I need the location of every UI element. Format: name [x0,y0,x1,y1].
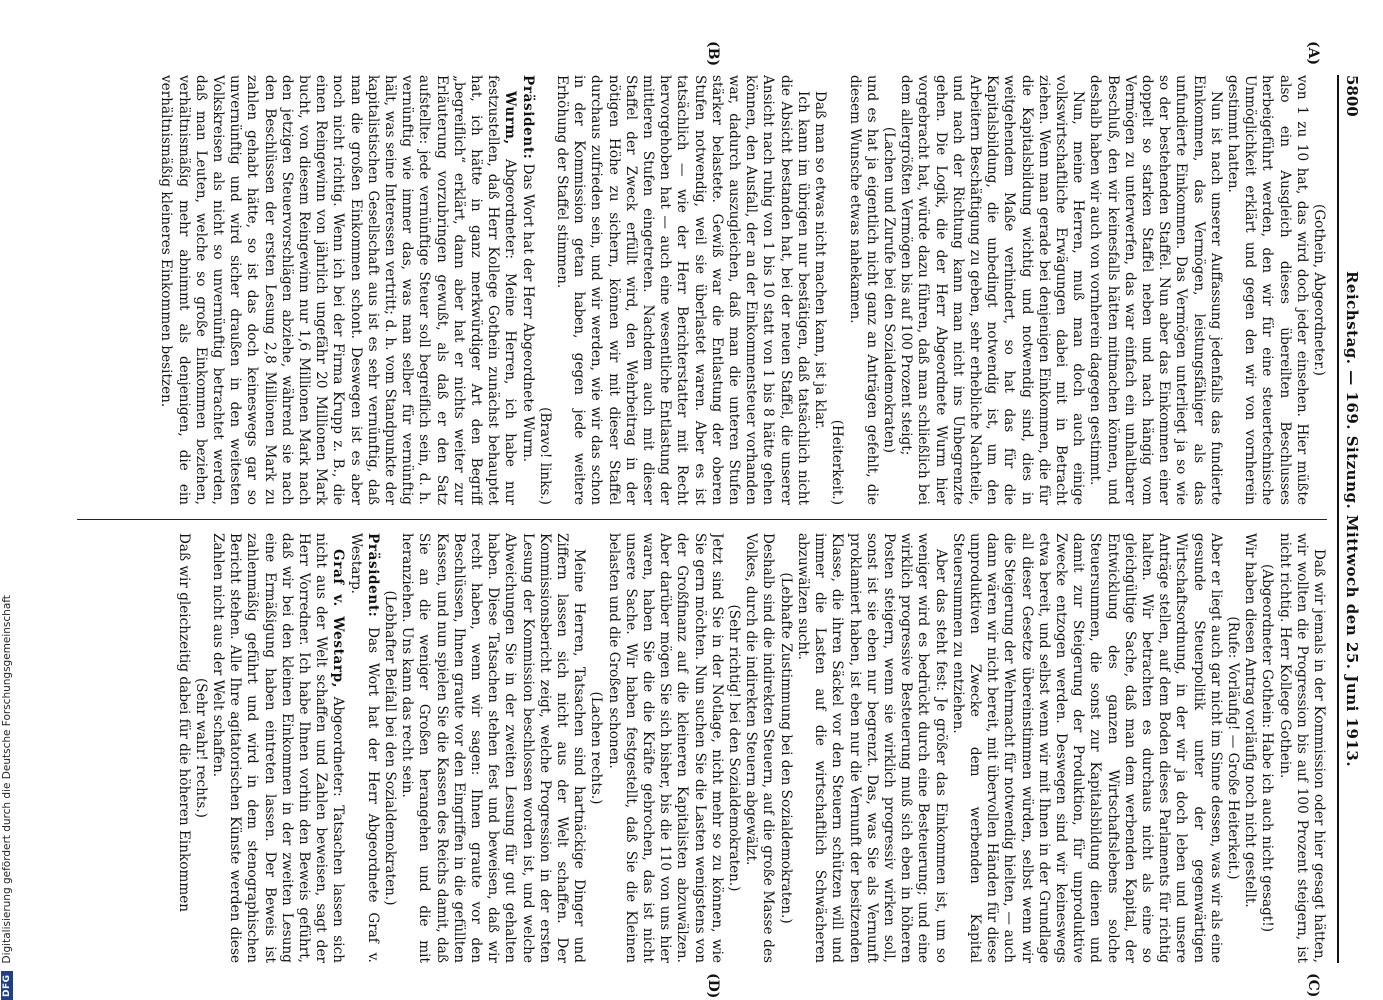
paragraph: Daß wir jemals in der Kommission oder hier gesagt hätten, wir wollten die Progression bis auf 100 Prozent steigern, ist nicht richtig. Herr Kollege Gothein. [1276,533,1327,963]
left-text-column [77,75,1327,505]
paragraph: Aber er liegt auch gar nicht im Sinne dessen, was wir als eine gesunde Steuerpolitik unter der gegenwärtigen Wirtschaftsordnung, in der wir ja doch leben und unsere Anträge stellen, auf dem Boden dieses Parlaments für richtig halten. Wir betrachten es durchaus nicht als eine so gleichgültige Sache, daß man dem werbenden Kapital, der Entwicklung des ganzen Wirtschaftslebens solche Steuersummen, die sonst zur Kapitalsbildung dienen und damit zur Steigerung der Produktion, für unproduktive Zwecke entzogen werden. Deswegen sind wir keineswegs etwa bereit, und selbst wenn wir mit Ihnen in der Grundlage all dieser Gesetze übereinstimmen würden, selbst wenn wir die Steigerung der Wehrmacht für notwendig hielten, — auch dann wären wir nicht bereit, mit übervollen Händen für diese unproduktiven Zwecke dem werbenden Kapital Steuersummen zu entziehen. [949,533,1224,963]
paragraph: (Rufe: Vorläufig! — Große Heiterkeit.) [1224,616,1241,880]
dfg-logo: DFG [1,971,13,1000]
paragraph: Daß wir gleichzeitig dabei für die höheren Einkommen [175,533,192,913]
paragraph: Meine Herren, Tatsachen sind hartnäckige Dinger und Ziffern lassen sich nicht aus der Welt schaffen. Der Kommissionsbericht zeigt, welche Progression in der ersten Lesung der Kommission beschlossen worden ist, und welche Abweichungen Sie in der zweiten Lesung für gut gehalten haben. Diese Tatsachen stehen fest und beweisen, daß wir recht haben, wenn wir sagen: Ihnen graute vor den Beschlüssen, Ihnen graute vor den Eingriffen in die gefüllten Kassen, und nun spielen Sie die Kassen des Reichs damit, daß Sie an die weniger Großen herangehen und die mit heranziehen. Uns kann das recht sein. [399,533,588,963]
paragraph: Nun, meine Herren, muß man doch auch einige volkswirtschaftliche Erwägungen dabei mit in Betracht ziehen. Wenn man gerade bei denjenigen Einkommen, die für die Kapitalsbildung wichtig und notwendig sind, dies in weitgehendem Maße verhindert, so hat das für die Kapitalsbildung, die unbedingt notwendig ist, um den Arbeitern Beschäftigung zu geben, sehr erhebliche Nachteile, und nach der Richtung kann man nicht ins Unbegrenzte gehen. Die Logik, die der Herr Abgeordnete Wurm hier vorgebracht hat, würde dazu führen, daß man schließlich bei dem allergrößten Vermögen bis auf 100 Prozent steigt; [898,75,1087,505]
paragraph: Nun ist nach unserer Auffassung jedenfalls das fundierte Einkommen, das Vermögen, leistungsfähiger als das unfundierte Einkommen. Das Vermögen unterliegt ja so wie so der bestehenden Staffel. Nun aber das Einkommen einer doppelt so starken Staffel neben und nach hängig vom Vermögen zu unterwerfen, das war einfach ein unhaltbarer Beschluß, den wir keinesfalls hätten mitmachen können, und deshalb haben wir auch von vornherein dagegen gestimmt. [1087,75,1224,505]
margin-marker-b: (B) [705,41,721,67]
margin-marker-c: (C) [1305,973,1321,998]
digitization-footer [1,1,13,1000]
document-page [71,41,1361,999]
paragraph: (Lebhafte Zustimmung bei den Sozialdemokraten.) [777,572,794,924]
paragraph: Wurm, Abgeordneter: Meine Herren, ich habe nur festzustellen, daß Herr Kollege Gothein zunächst behauptet hat, ich hätte in ganz merkwürdiger Art den Begriff „begreiflich“ erklärt, dann aber hat er nichts weiter zur Erläuterung vorzubringen gewußt, als daß er den Satz aufstellte: jede vernünftige Steuer soll begreiflich sein, d. h. vernünftig wie immer das, was man selber für vernünftig hält, was seine Interessen vertritt; d. h. vom Standpunkte der kapitalistischen Gesellschaft aus ist es sehr vernünftig, daß man die großen Einkommen schont. Deswegen ist es aber noch nicht richtig. Wenn ich bei der Firma Krupp z. B., die einen Reingewinn von jährlich ungefähr 20 Millionen Mark bucht, von diesem Reingewinn nur 1,6 Millionen Mark nach den jetzigen Steuervorschlägen abziehe, während sie nach den Beschlüssen der ersten Lesung 2,8 Millionen Mark zu zahlen gehabt hätte, so ist das doch keineswegs gar so unvernünftig und wird sicher draußen in den weitesten Volkskreisen als nicht so unvernünftig betrachtet werden, daß man Leuten, welche so große Einkommen beziehen, verhältnismäßig mehr abnimmt als denjenigen, die ein verhältnismäßig kleineres Einkommen besitzen. [158,75,519,505]
paragraph: (Sehr richtig! bei den Sozialdemokraten.) [726,604,743,892]
right-text-column [77,533,1327,963]
paragraph: und es hat ja eigentlich nicht ganz an Anträgen gefehlt, die diesem Wunsche etwas nahekamen. [846,75,880,505]
header-rule [1337,75,1339,963]
paragraph: Präsident: Das Wort hat der Herr Abgeordnete Wurm. [519,75,536,463]
page-number: 5800 [1343,75,1361,117]
paragraph: (Heiterkeit.) [829,419,846,505]
paragraph: Ich kann im übrigen nur bestätigen, daß tatsächlich nicht die Absicht bestanden hat, bei der neuen Staffel, die unserer Ansicht nach ruhig von 1 bis 10 statt von 1 bis 8 hätte gehen können, den Ausfall, der an der Einkommensteuer vorhanden war, dadurch auszugleichen, daß man die unteren Stufen stärker belastete. Gewiß war die Entlastung der oberen Stufen notwendig, weil sie überlastet waren. Aber es ist tatsächlich — wie der Herr Berichterstatter mit Recht hervorgehoben hat — auch eine wesentliche Entlastung der mittleren Stufen eingetreten. Nachdem auch mit dieser Staffel der Zweck erfüllt wird, den Wehrbeitrag in der nötigen Höhe zu sichern, können wir mit dieser Staffel durchaus zufrieden sein, und wir werden, wie wir das schon in der Kommission getan haben, gegen jede weitere Erhöhung der Staffel stimmen. [554,75,811,505]
paragraph: (Bravo! links.) [536,407,553,505]
paragraph: Daß man so etwas nicht machen kann, ist ja klar. [812,91,829,430]
header-title: Reichstag. — 169. Sitzung. Mittwoch den 25. Juni 1913. [1343,270,1361,768]
column-divider [77,519,1327,520]
paragraph: (Gothein, Abgeordneter.) [1311,204,1327,376]
footer-text: Digitalisierung gefördert durch die Deutsche Forschungsgemeinschaft [1,595,13,964]
running-header [1339,75,1361,963]
paragraph: (Lachen rechts.) [588,691,605,805]
paragraph: Präsident: Das Wort hat der Herr Abgeordnete Graf v. Westarp. [347,533,381,963]
margin-marker-d: (D) [705,973,721,999]
paragraph: Wir haben diesen Antrag vorläufig noch nicht gestellt. [1242,533,1259,908]
paragraph: Deshalb sind die indirekten Steuern, auf die große Masse des Volkes, durch die indirekten Steuern abgewälzt. [743,533,777,963]
paragraph: (Abgeordneter Gothein: Habe ich auch nicht gesagt!) [1259,563,1276,932]
paragraph: Jetzt sind Sie in der Notlage, nicht mehr so zu können, wie Sie gern möchten. Nun suchen Sie die Lasten wenigstens von der Großfinanz auf die kleineren Kapitalisten abzuwälzen. Aber darüber mögen Sie sich bisher, bis die 110 von uns hier waren, haben Sie die die Kräfte gebrochen, das ist nicht unsere Sache. Wir haben festgestellt, daß Sie die Kleinen belasten und die Großen schonen. [605,533,725,963]
paragraph: (Sehr wahr! rechts.) [192,678,209,818]
paragraph: Graf v. Westarp, Abgeordneter: Tatsachen lassen sich nicht aus der Welt schaffen und Zahlen beweisen, sagt der Herr Vorredner. Ich habe Ihnen vorhin den Beweis geführt, daß wir bei den kleinen Einkommen in der zweiten Lesung eine Ermäßigung haben eintreten lassen. Der Beweis ist zahlenmäßig geführt und wird in dem stenographischen Bericht stehen. Alle Ihre agitatorischen Künste werden diese Zahlen nicht aus der Welt schaffen. [210,533,347,963]
paragraph: von 1 zu 10 hat, das wird doch jeder einsehen. Hier müßte also ein Ausgleich dieses übereilten Beschlusses herbeigeführt werden, den wir für eine steuertechnische Unmöglichkeit erklärt und gegen den wir von vornherein gestimmt hatten. [1224,75,1310,505]
margin-marker-a: (A) [1305,41,1321,66]
paragraph: (Lachen und Zurufe bei den Sozialdemokraten) [880,126,897,454]
paragraph: (Lebhafter Beifall bei den Sozialdemokraten.) [382,590,399,906]
paragraph: Aber das steht fest: Je größer das Einkommen ist, um so weniger wird es bedrückt durch eine Besteuerung; und eine wirklich progressive Besteuerung muß sich eben in höheren Posten steigern, wenn sie wirklich progressiv wirken soll, sonst ist sie eben nur begrenzt. Das, was Sie als Vernunft proklamiert haben, ist eben nur die Vernunft der besitzenden Klasse, die ihren Säckel vor den Steuern schützen will und immer die Lasten auf die wirtschaftlich Schwächeren abzuwälzen sucht. [794,533,949,963]
